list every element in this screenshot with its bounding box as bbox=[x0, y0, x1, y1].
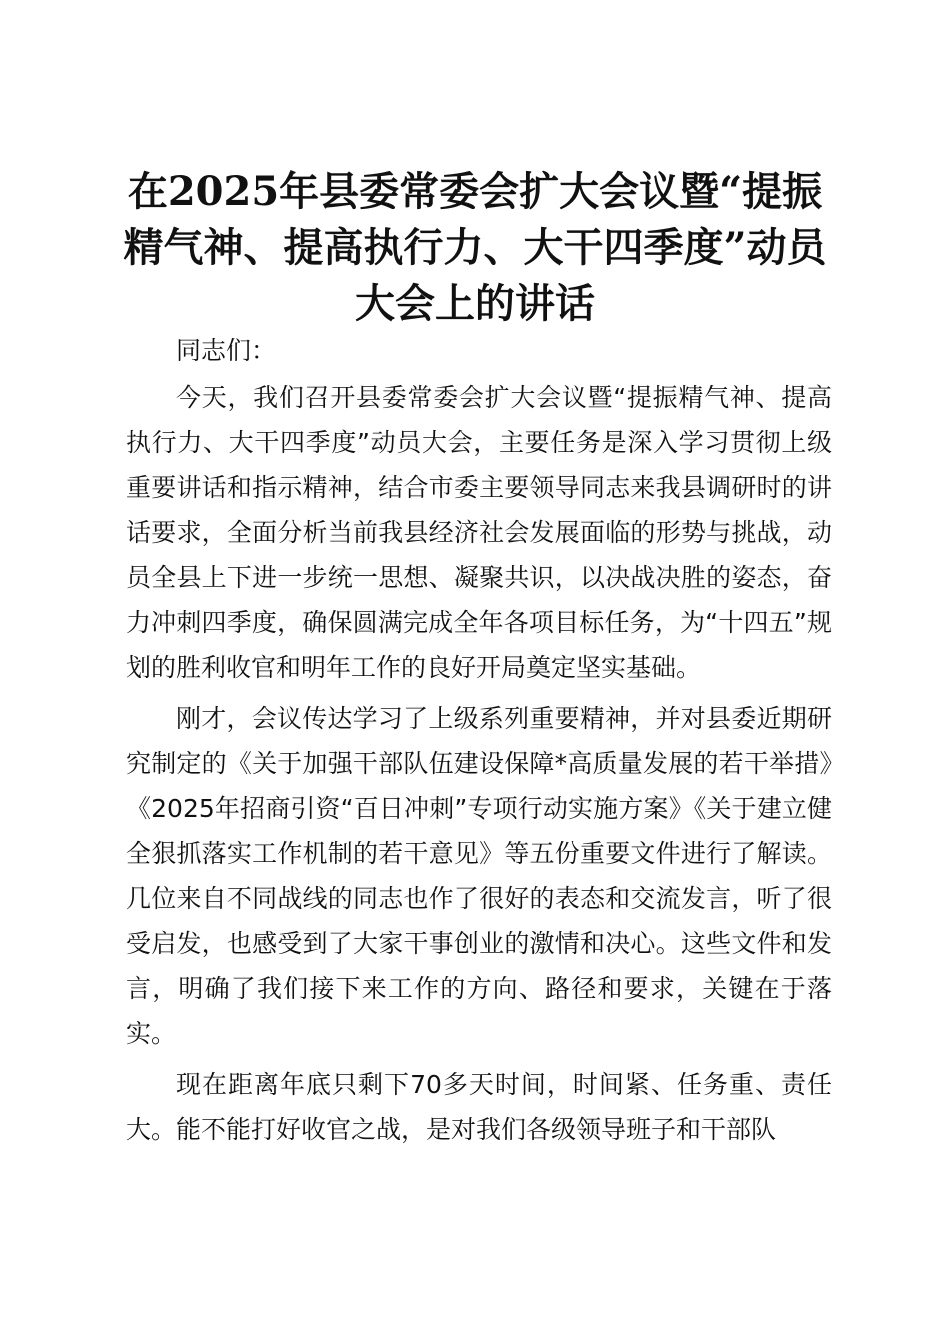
body-paragraph: 今天，我们召开县委常委会扩大会议暨“提振精气神、提高执行力、大干四季度”动员大会，主要任务是深入学习贯彻上级重要讲话和指示精神，结合市委主要领导同志来我县调研时的讲话要求，全面分析当前我县经济社会发展面临的形势与挑战，动员全县上下进一步统一思想、凝聚共识，以决战决胜的姿态，奋力冲刺四季度，确保圆满完成全年各项目标任务，为“十四五”规划的胜利收官和明年工作的良好开局奠定坚实基础。 bbox=[126, 383, 832, 682]
document-body bbox=[126, 328, 832, 1158]
greeting: 同志们： bbox=[176, 336, 277, 365]
body-paragraph: 现在距离年底只剩下70多天时间，时间紧、任务重、责任大。能不能打好收官之战，是对我们各级领导班子和干部队 bbox=[126, 1070, 832, 1144]
document-title: 在2025年县委常委会扩大会议暨“提振精气神、提高执行力、大干四季度”动员大会上的讲话 bbox=[123, 168, 827, 327]
body-paragraph: 刚才，会议传达学习了上级系列重要精神，并对县委近期研究制定的《关于加强干部队伍建设保障*高质量发展的若干举措》《2025年招商引资“百日冲刺”专项行动实施方案》《关于建立健全狠抓落实工作机制的若干意见》等五份重要文件进行了解读。几位来自不同战线的同志也作了很好的表态和交流发言，听了很受启发，也感受到了大家干事创业的激情和决心。这些文件和发言，明确了我们接下来工作的方向、路径和要求，关键在于落实。 bbox=[126, 704, 832, 1048]
